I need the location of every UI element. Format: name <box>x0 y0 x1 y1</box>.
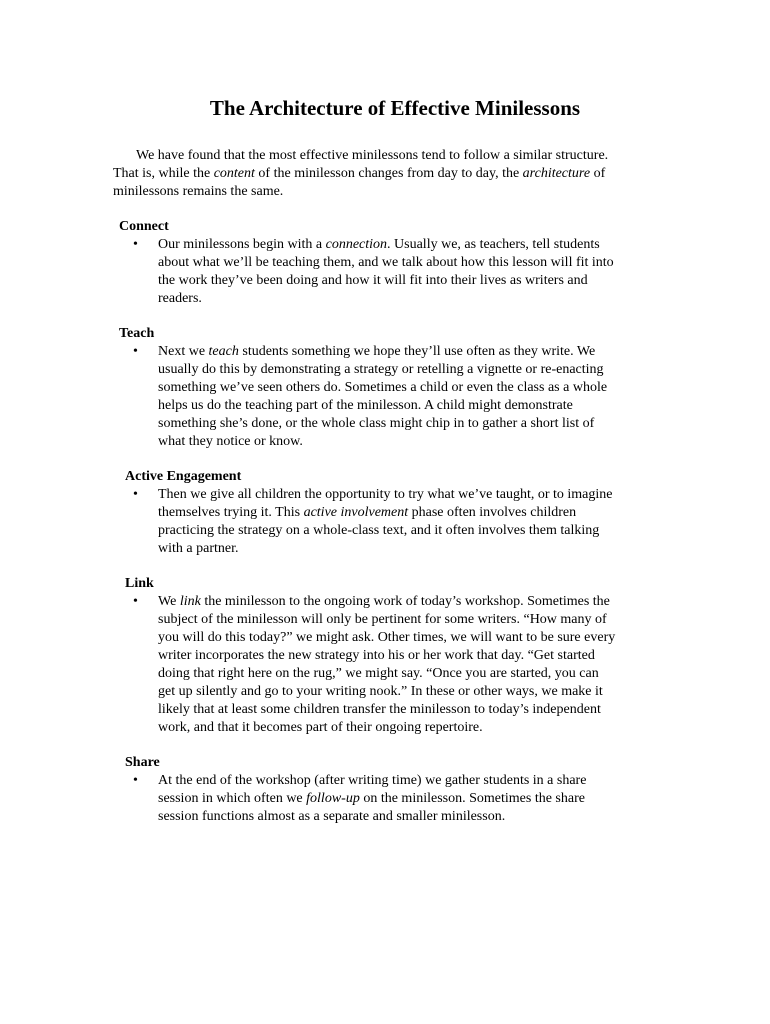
text-line: something she’s done, or the whole class might chip in to gather a short list of <box>158 416 595 431</box>
text-run: We <box>158 594 180 609</box>
section-heading-teach: Teach <box>119 326 155 341</box>
intro-text: of the minilesson changes from day to day, the <box>254 166 523 181</box>
intro-emphasis: content <box>213 166 255 181</box>
text-run: session in which often we <box>158 791 307 806</box>
text-emphasis: connection <box>325 237 388 252</box>
text-line <box>158 504 658 522</box>
intro-text: of <box>590 166 606 181</box>
text-run: phase often involves children <box>408 505 577 520</box>
bullet-icon: • <box>133 773 138 788</box>
text-run: . Usually we, as teachers, tell students <box>387 237 600 252</box>
text-line: the work they’ve been doing and how it will fit into their lives as writers and <box>158 273 588 288</box>
text-line: about what we’ll be teaching them, and we talk about how this lesson will fit into <box>158 255 614 270</box>
text-run: students something we hope they’ll use often as they write. We <box>238 344 596 359</box>
text-line: usually do this by demonstrating a strategy or retelling a vignette or re-enacting <box>158 362 604 377</box>
intro-text: minilessons remains the same. <box>113 184 284 199</box>
bullet-text-share <box>158 772 658 826</box>
section-heading-link: Link <box>125 576 154 591</box>
text-line: with a partner. <box>158 541 239 556</box>
intro-line <box>113 165 658 183</box>
bullet-icon: • <box>133 487 138 502</box>
intro-line <box>113 147 658 165</box>
bullet-text-active-engagement <box>158 486 658 558</box>
intro-paragraph <box>113 147 658 201</box>
section-heading-connect: Connect <box>119 219 169 234</box>
bullet-text-connect <box>158 236 658 308</box>
text-line: something we’ve seen others do. Sometimes a child or even the class as a whole <box>158 380 608 395</box>
text-line: you will do this today?” we might ask. Other times, we will want to be sure every <box>158 630 616 645</box>
text-run: themselves trying it. This <box>158 505 304 520</box>
text-line <box>158 593 658 611</box>
text-line <box>158 236 658 254</box>
text-run: Our minilessons begin with a <box>158 237 326 252</box>
text-line: helps us do the teaching part of the minilesson. A child might demonstrate <box>158 398 573 413</box>
text-line <box>158 790 658 808</box>
intro-text: We have found that the most effective minilessons tend to follow a similar structure. <box>136 148 609 163</box>
text-line: what they notice or know. <box>158 434 303 449</box>
text-run: the minilesson to the ongoing work of today’s workshop. Sometimes the <box>200 594 610 609</box>
text-line: get up silently and go to your writing nook.” In these or other ways, we make it <box>158 684 603 699</box>
text-emphasis: follow-up <box>306 791 360 806</box>
intro-text: That is, while the <box>113 166 214 181</box>
bullet-text-link <box>158 593 658 737</box>
text-line: session functions almost as a separate and smaller minilesson. <box>158 809 506 824</box>
text-emphasis: active involvement <box>303 505 409 520</box>
text-run: Next we <box>158 344 209 359</box>
section-heading-active-engagement: Active Engagement <box>125 469 242 484</box>
text-run: on the minilesson. Sometimes the share <box>359 791 585 806</box>
bullet-text-teach <box>158 343 658 451</box>
text-line: writer incorporates the new strategy into his or her work that day. “Get started <box>158 648 595 663</box>
text-line: At the end of the workshop (after writing time) we gather students in a share <box>158 773 587 788</box>
text-line: Then we give all children the opportunity to try what we’ve taught, or to imagine <box>158 487 613 502</box>
bullet-icon: • <box>133 344 138 359</box>
text-emphasis: teach <box>208 344 239 359</box>
text-line: likely that at least some children transfer the minilesson to today’s independent <box>158 702 601 717</box>
text-line <box>158 343 658 361</box>
intro-emphasis: architecture <box>522 166 591 181</box>
text-line: doing that right here on the rug,” we might say. “Once you are started, you can <box>158 666 599 681</box>
document-title: The Architecture of Effective Minilessons <box>209 96 581 120</box>
text-emphasis: link <box>179 594 201 609</box>
text-line: subject of the minilesson will only be pertinent for some writers. “How many of <box>158 612 607 627</box>
bullet-icon: • <box>133 237 138 252</box>
text-line: readers. <box>158 291 202 306</box>
text-line: work, and that it becomes part of their ongoing repertoire. <box>158 720 483 735</box>
text-line: practicing the strategy on a whole-class text, and it often involves them talking <box>158 523 600 538</box>
intro-line <box>113 183 658 201</box>
section-heading-share: Share <box>125 755 160 770</box>
bullet-icon: • <box>133 594 138 609</box>
